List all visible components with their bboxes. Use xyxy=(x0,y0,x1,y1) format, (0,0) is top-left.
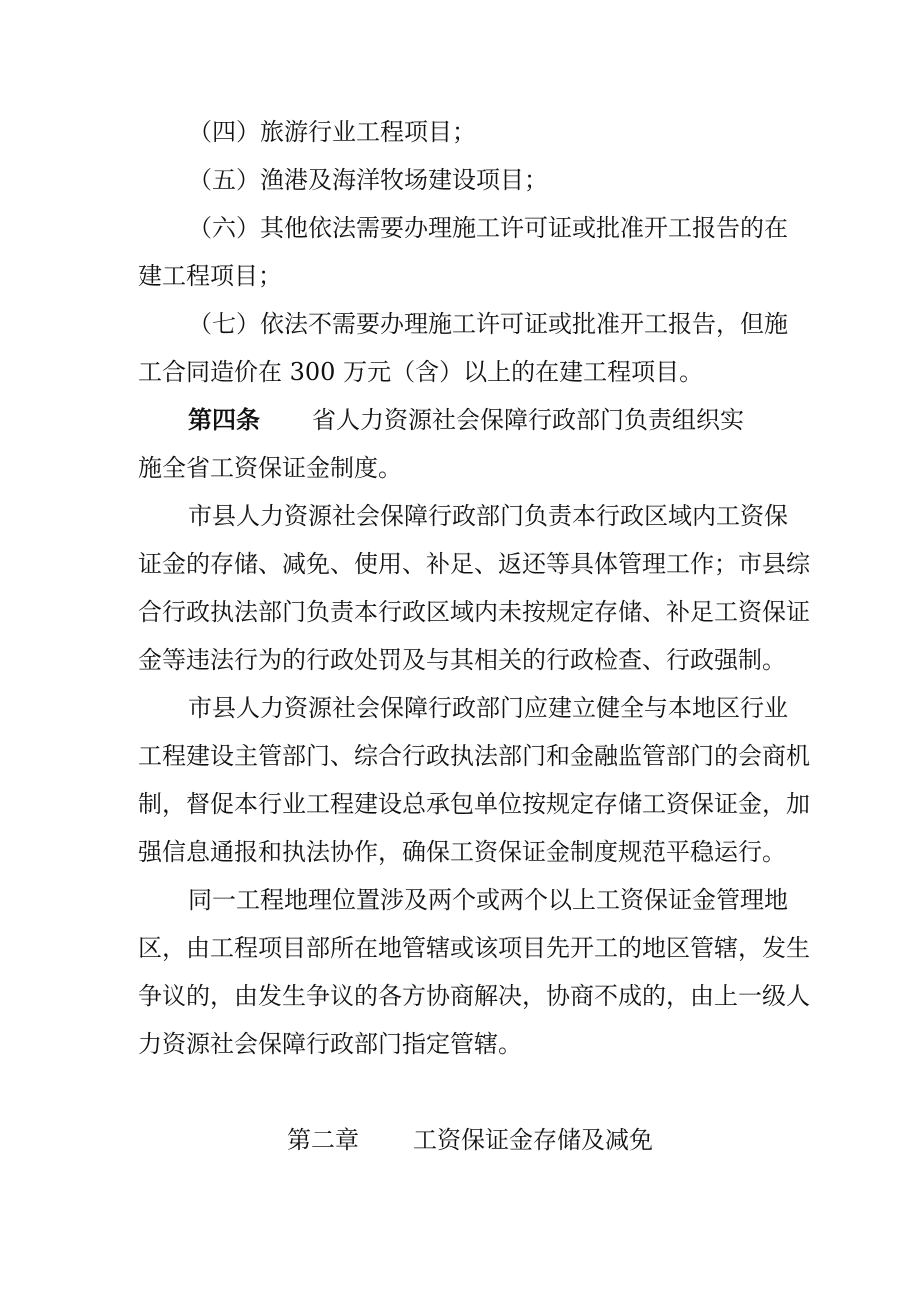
item-five: （五）渔港及海洋牧场建设项目； xyxy=(188,166,548,194)
para1-line2: 证金的存储、减免、使用、补足、返还等具体管理工作；市县综 xyxy=(138,550,810,578)
para3-line2: 区，由工程项目部所在地管辖或该项目先开工的地区管辖，发生 xyxy=(138,934,810,962)
article-number: 第四条 xyxy=(188,405,260,434)
chapter-number: 第二章 xyxy=(287,1126,359,1154)
item-six-line1: （六）其他依法需要办理施工许可证或批准开工报告的在 xyxy=(188,214,788,242)
para2-line4: 强信息通报和执法协作，确保工资保证金制度规范平稳运行。 xyxy=(138,838,786,866)
item-four: （四）旅游行业工程项目； xyxy=(188,118,476,146)
article-4-line2: 施全省工资保证金制度。 xyxy=(138,454,402,482)
item-seven-line2: 工合同造价在 300 万元（含）以上的在建工程项目。 xyxy=(138,358,704,386)
para1-line3: 合行政执法部门负责本行政区域内未按规定存储、补足工资保证 xyxy=(138,598,810,626)
para3-line1: 同一工程地理位置涉及两个或两个以上工资保证金管理地 xyxy=(188,886,788,914)
chapter-heading xyxy=(287,1125,653,1155)
para1-line1: 市县人力资源社会保障行政部门负责本行政区域内工资保 xyxy=(188,502,788,530)
para2-line3: 制，督促本行业工程建设总承包单位按规定存储工资保证金，加 xyxy=(138,790,810,818)
para1-line4: 金等违法行为的行政处罚及与其相关的行政检查、行政强制。 xyxy=(138,646,786,674)
para3-line3: 争议的，由发生争议的各方协商解决，协商不成的，由上一级人 xyxy=(138,982,810,1010)
para2-line2: 工程建设主管部门、综合行政执法部门和金融监管部门的会商机 xyxy=(138,742,810,770)
chapter-title: 工资保证金存储及减免 xyxy=(413,1126,653,1154)
article-4-text: 省人力资源社会保障行政部门负责组织实 xyxy=(312,406,744,434)
article-4-line1 xyxy=(188,405,744,435)
para3-line4: 力资源社会保障行政部门指定管辖。 xyxy=(138,1030,522,1058)
item-six-line2: 建工程项目； xyxy=(138,262,282,290)
item-seven-line1: （七）依法不需要办理施工许可证或批准开工报告，但施 xyxy=(188,310,788,338)
para2-line1: 市县人力资源社会保障行政部门应建立健全与本地区行业 xyxy=(188,694,788,722)
